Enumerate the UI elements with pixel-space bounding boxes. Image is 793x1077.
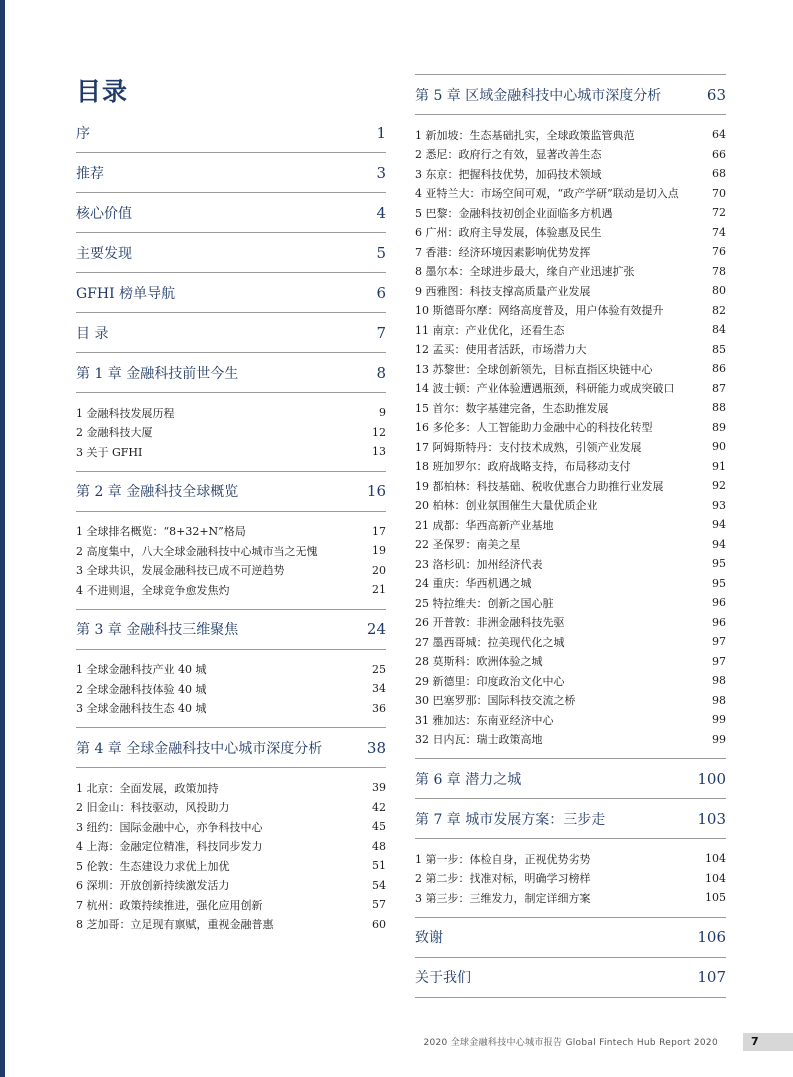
toc-section-page: 74	[712, 225, 726, 239]
toc-section-label: 1 北京：全面发展，政策加持	[76, 781, 219, 795]
toc-chapter-page: 7	[376, 323, 386, 342]
toc-section-entry[interactable]	[415, 652, 726, 672]
toc-section-entry[interactable]	[415, 164, 726, 184]
toc-chapter-label: 第 5 章 区域金融科技中心城市深度分析	[415, 87, 662, 104]
toc-chapter-entry[interactable]	[415, 958, 726, 998]
toc-section-entry[interactable]	[415, 691, 726, 711]
toc-section-entry[interactable]	[415, 888, 726, 908]
toc-section-label: 26 开普敦：非洲金融科技先驱	[415, 616, 565, 630]
toc-section-entry[interactable]	[415, 281, 726, 301]
toc-section-page: 85	[712, 342, 726, 356]
toc-chapter-label: 主要发现	[76, 245, 132, 262]
toc-section-page: 45	[372, 820, 386, 834]
toc-section-label: 1 新加坡：生态基础扎实，全球政策监管典范	[415, 128, 635, 142]
toc-chapter-page: 106	[697, 928, 726, 946]
page-title: 目录	[76, 77, 129, 106]
toc-section-page: 70	[712, 186, 726, 200]
toc-chapter-entry[interactable]	[415, 799, 726, 839]
toc-section-entry[interactable]	[415, 223, 726, 243]
toc-section-entry[interactable]	[76, 699, 386, 719]
toc-section-page: 9	[379, 406, 386, 420]
toc-section-list	[76, 393, 386, 472]
toc-section-label: 1 全球排名概览：“8+32+N”格局	[76, 525, 246, 539]
toc-section-label: 1 全球金融科技产业 40 城	[76, 663, 207, 677]
toc-section-page: 97	[712, 654, 726, 668]
toc-section-label: 14 波士顿：产业体验遭遇瓶颈，科研能力或成突破口	[415, 382, 675, 396]
toc-section-label: 9 西雅图：科技支撑高质量产业发展	[415, 284, 591, 298]
toc-chapter-label: 推荐	[76, 165, 104, 182]
toc-section-label: 5 伦敦：生态建设力求优上加优	[76, 859, 230, 873]
toc-section-label: 19 都柏林：科技基础、税收优惠合力助推行业发展	[415, 479, 664, 493]
toc-section-label: 2 高度集中，八大全球金融科技中心城市当之无愧	[76, 544, 318, 558]
toc-section-entry[interactable]	[415, 418, 726, 438]
toc-section-entry[interactable]	[76, 837, 386, 857]
toc-chapter-label: 目 录	[76, 325, 109, 342]
toc-chapter-page: 4	[376, 203, 386, 222]
toc-section-entry[interactable]	[415, 515, 726, 535]
toc-section-label: 32 日内瓦：瑞士政策高地	[415, 733, 543, 747]
toc-section-entry[interactable]	[415, 320, 726, 340]
toc-chapter-label: 第 6 章 潜力之城	[415, 771, 522, 788]
toc-section-list	[76, 768, 386, 936]
toc-chapter-entry[interactable]	[76, 273, 386, 313]
toc-section-page: 20	[372, 563, 386, 577]
toc-section-page: 36	[372, 701, 386, 715]
toc-section-entry[interactable]	[76, 679, 386, 699]
toc-chapter-entry[interactable]	[76, 153, 386, 193]
toc-chapter-label: 第 2 章 金融科技全球概览	[76, 484, 239, 500]
toc-section-entry[interactable]	[415, 379, 726, 399]
toc-chapter-label: GFHI 榜单导航	[76, 285, 176, 302]
toc-section-page: 98	[712, 693, 726, 707]
toc-chapter-entry[interactable]	[415, 918, 726, 958]
toc-section-label: 6 深圳：开放创新持续激发活力	[76, 879, 230, 893]
toc-section-entry[interactable]	[76, 561, 386, 581]
toc-section-label: 8 墨尔本：全球进步最大，缘自产业迅速扩张	[415, 265, 635, 279]
toc-section-list	[415, 115, 726, 759]
toc-section-entry[interactable]	[415, 125, 726, 145]
toc-section-page: 99	[712, 713, 726, 727]
toc-section-label: 2 金融科技大厦	[76, 426, 153, 440]
toc-section-page: 13	[372, 445, 386, 459]
toc-section-page: 98	[712, 674, 726, 688]
toc-section-entry[interactable]	[415, 476, 726, 496]
toc-section-page: 93	[712, 498, 726, 512]
toc-chapter-entry[interactable]	[76, 233, 386, 273]
toc-section-label: 13 苏黎世：全球创新领先，目标直指区块链中心	[415, 362, 653, 376]
toc-section-page: 39	[372, 781, 386, 795]
toc-chapter-label: 致谢	[415, 930, 443, 946]
toc-section-page: 95	[712, 576, 726, 590]
toc-chapter-entry[interactable]	[76, 728, 386, 768]
footer-report-title: 2020 全球金融科技中心城市报告 Global Fintech Hub Report 2020	[423, 1038, 718, 1048]
toc-chapter-label: 第 4 章 全球金融科技中心城市深度分析	[76, 740, 323, 757]
toc-section-label: 31 雅加达：东南亚经济中心	[415, 713, 554, 727]
toc-chapter-page: 63	[706, 85, 726, 104]
toc-section-label: 7 香港：经济环境因素影响优势发挥	[415, 245, 591, 259]
toc-section-page: 91	[712, 459, 726, 473]
toc-section-label: 15 首尔：数字基建完备，生态助推发展	[415, 401, 609, 415]
toc-chapter-entry[interactable]	[76, 472, 386, 512]
toc-section-entry[interactable]	[415, 262, 726, 282]
toc-section-label: 27 墨西哥城：拉美现代化之城	[415, 635, 565, 649]
toc-section-label: 2 旧金山：科技驱动，风投助力	[76, 801, 230, 815]
toc-left-column	[76, 113, 386, 936]
toc-section-label: 22 圣保罗：南美之星	[415, 538, 521, 552]
toc-section-entry[interactable]	[415, 242, 726, 262]
toc-section-label: 25 特拉维夫：创新之国心脏	[415, 596, 554, 610]
toc-section-page: 64	[712, 128, 726, 142]
toc-section-label: 21 成都：华西高新产业基地	[415, 518, 554, 532]
toc-section-page: 57	[372, 898, 386, 912]
toc-chapter-page: 3	[376, 163, 386, 182]
toc-section-label: 30 巴塞罗那：国际科技交流之桥	[415, 694, 576, 708]
toc-section-label: 20 柏林：创业氛围催生大量优质企业	[415, 499, 598, 513]
toc-chapter-entry[interactable]	[415, 759, 726, 799]
toc-section-label: 8 芝加哥：立足现有禀赋，重视金融普惠	[76, 918, 274, 932]
toc-section-entry[interactable]	[415, 398, 726, 418]
toc-section-page: 76	[712, 245, 726, 259]
toc-chapter-label: 关于我们	[415, 970, 471, 986]
toc-section-label: 10 斯德哥尔摩：网络高度普及，用户体验有效提升	[415, 304, 664, 318]
toc-chapter-entry[interactable]	[76, 313, 386, 353]
toc-section-label: 7 杭州：政策持续推进，强化应用创新	[76, 898, 263, 912]
toc-chapter-label: 第 7 章 城市发展方案：三步走	[415, 811, 606, 828]
toc-section-page: 92	[712, 479, 726, 493]
toc-section-entry[interactable]	[415, 145, 726, 165]
toc-section-page: 105	[705, 891, 726, 905]
toc-chapter-page: 38	[366, 738, 386, 757]
toc-section-label: 1 金融科技发展历程	[76, 406, 175, 420]
toc-section-entry[interactable]	[415, 359, 726, 379]
toc-chapter-label: 第 3 章 金融科技三维聚焦	[76, 622, 239, 638]
toc-section-label: 24 重庆：华西机遇之城	[415, 577, 532, 591]
toc-section-page: 66	[712, 147, 726, 161]
toc-section-entry[interactable]	[76, 522, 386, 542]
toc-chapter-page: 6	[376, 283, 386, 302]
toc-section-page: 90	[712, 440, 726, 454]
toc-section-page: 34	[372, 682, 386, 696]
toc-section-list	[415, 839, 726, 918]
toc-section-label: 3 全球金融科技生态 40 城	[76, 702, 207, 716]
toc-chapter-page: 24	[366, 620, 386, 638]
toc-section-page: 84	[712, 323, 726, 337]
toc-section-entry[interactable]	[415, 535, 726, 555]
toc-section-label: 28 莫斯科：欧洲体验之城	[415, 655, 543, 669]
toc-section-page: 68	[712, 167, 726, 181]
toc-section-entry[interactable]	[415, 632, 726, 652]
toc-section-label: 16 多伦多：人工智能助力金融中心的科技化转型	[415, 421, 653, 435]
toc-section-page: 95	[712, 557, 726, 571]
toc-chapter-label: 第 1 章 金融科技前世今生	[76, 365, 239, 382]
toc-chapter-entry[interactable]	[415, 74, 726, 115]
toc-section-label: 4 不进则退，全球竞争愈发焦灼	[76, 583, 230, 597]
toc-section-entry[interactable]	[76, 423, 386, 443]
toc-section-entry[interactable]	[415, 593, 726, 613]
toc-section-label: 2 全球金融科技体验 40 城	[76, 682, 207, 696]
toc-section-page: 19	[372, 544, 386, 558]
toc-section-entry[interactable]	[415, 671, 726, 691]
toc-section-label: 5 巴黎：金融科技初创企业面临多方机遇	[415, 206, 613, 220]
toc-section-label: 3 东京：把握科技优势，加码技术领域	[415, 167, 602, 181]
toc-section-entry[interactable]	[76, 798, 386, 818]
toc-chapter-entry[interactable]	[76, 193, 386, 233]
toc-chapter-page: 107	[697, 968, 726, 986]
toc-section-page: 96	[712, 596, 726, 610]
toc-chapter-page: 16	[366, 482, 386, 500]
toc-section-label: 3 关于 GFHI	[76, 445, 143, 459]
toc-right-column	[415, 74, 726, 998]
toc-section-entry[interactable]	[415, 203, 726, 223]
toc-section-entry[interactable]	[415, 301, 726, 321]
toc-chapter-page: 8	[376, 363, 386, 382]
toc-section-page: 51	[372, 859, 386, 873]
toc-section-entry[interactable]	[415, 869, 726, 889]
left-edge-bar	[0, 0, 5, 1077]
toc-section-entry[interactable]	[415, 849, 726, 869]
toc-section-page: 97	[712, 635, 726, 649]
toc-section-label: 6 广州：政府主导发展，体验惠及民生	[415, 226, 602, 240]
toc-section-page: 21	[372, 583, 386, 597]
toc-section-entry[interactable]	[76, 856, 386, 876]
toc-section-entry[interactable]	[76, 403, 386, 423]
toc-section-page: 17	[372, 524, 386, 538]
toc-section-page: 96	[712, 615, 726, 629]
toc-section-label: 3 全球共识，发展金融科技已成不可逆趋势	[76, 564, 285, 578]
toc-section-entry[interactable]	[76, 778, 386, 798]
toc-section-page: 72	[712, 206, 726, 220]
toc-section-label: 2 第二步：找准对标，明确学习榜样	[415, 872, 591, 886]
toc-chapter-page: 103	[697, 809, 726, 828]
toc-chapter-entry[interactable]	[76, 610, 386, 650]
toc-section-label: 23 洛杉矶：加州经济代表	[415, 557, 543, 571]
toc-section-label: 12 孟买：使用者活跃，市场潜力大	[415, 343, 587, 357]
toc-section-label: 1 第一步：体检自身，正视优势劣势	[415, 852, 591, 866]
toc-section-entry[interactable]	[76, 580, 386, 600]
toc-section-label: 4 亚特兰大：市场空间可观，“政产学研”联动是切入点	[415, 187, 679, 201]
toc-section-entry[interactable]	[415, 613, 726, 633]
toc-section-entry[interactable]	[76, 895, 386, 915]
toc-section-entry[interactable]	[76, 541, 386, 561]
toc-section-page: 54	[372, 878, 386, 892]
toc-section-entry[interactable]	[415, 437, 726, 457]
toc-section-list	[76, 650, 386, 729]
toc-section-page: 60	[372, 917, 386, 931]
toc-section-label: 3 纽约：国际金融中心，亦争科技中心	[76, 820, 263, 834]
toc-section-page: 99	[712, 732, 726, 746]
toc-section-entry[interactable]	[415, 496, 726, 516]
toc-section-page: 12	[372, 425, 386, 439]
toc-section-label: 29 新德里：印度政治文化中心	[415, 674, 565, 688]
toc-section-label: 3 第三步：三维发力，制定详细方案	[415, 891, 591, 905]
toc-section-page: 42	[372, 800, 386, 814]
toc-chapter-page: 100	[697, 769, 726, 788]
toc-section-entry[interactable]	[76, 660, 386, 680]
toc-section-label: 17 阿姆斯特丹：支付技术成熟，引领产业发展	[415, 440, 642, 454]
toc-section-page: 88	[712, 401, 726, 415]
toc-chapter-entry[interactable]	[76, 113, 386, 153]
toc-section-page: 82	[712, 303, 726, 317]
toc-section-page: 89	[712, 420, 726, 434]
toc-section-label: 4 上海：金融定位精准，科技同步发力	[76, 840, 263, 854]
toc-section-label: 18 班加罗尔：政府战略支持，布局移动支付	[415, 460, 631, 474]
toc-chapter-page: 5	[376, 243, 386, 262]
toc-section-entry[interactable]	[76, 876, 386, 896]
toc-chapter-label: 序	[76, 125, 90, 142]
toc-section-page: 94	[712, 518, 726, 532]
toc-section-page: 80	[712, 284, 726, 298]
toc-chapter-label: 核心价值	[76, 205, 132, 222]
toc-section-entry[interactable]	[415, 340, 726, 360]
toc-section-label: 2 悉尼：政府行之有效，显著改善生态	[415, 148, 602, 162]
toc-section-entry[interactable]	[76, 915, 386, 935]
toc-section-list	[76, 512, 386, 610]
page-footer	[0, 1033, 793, 1051]
footer-page-number: 7	[743, 1033, 793, 1051]
toc-section-page: 94	[712, 537, 726, 551]
toc-section-entry[interactable]	[76, 442, 386, 462]
toc-section-page: 48	[372, 839, 386, 853]
toc-section-page: 78	[712, 264, 726, 278]
toc-section-page: 104	[705, 852, 726, 866]
toc-section-entry[interactable]	[415, 710, 726, 730]
toc-section-entry[interactable]	[415, 730, 726, 750]
toc-chapter-entry[interactable]	[76, 353, 386, 393]
toc-section-page: 104	[705, 871, 726, 885]
toc-section-entry[interactable]	[415, 554, 726, 574]
toc-section-entry[interactable]	[415, 574, 726, 594]
toc-section-entry[interactable]	[415, 457, 726, 477]
toc-section-label: 11 南京：产业优化，还看生态	[415, 323, 565, 337]
toc-section-entry[interactable]	[76, 817, 386, 837]
toc-section-page: 87	[712, 381, 726, 395]
toc-section-page: 86	[712, 362, 726, 376]
toc-section-entry[interactable]	[415, 184, 726, 204]
toc-section-page: 25	[372, 662, 386, 676]
toc-chapter-page: 1	[376, 123, 386, 142]
